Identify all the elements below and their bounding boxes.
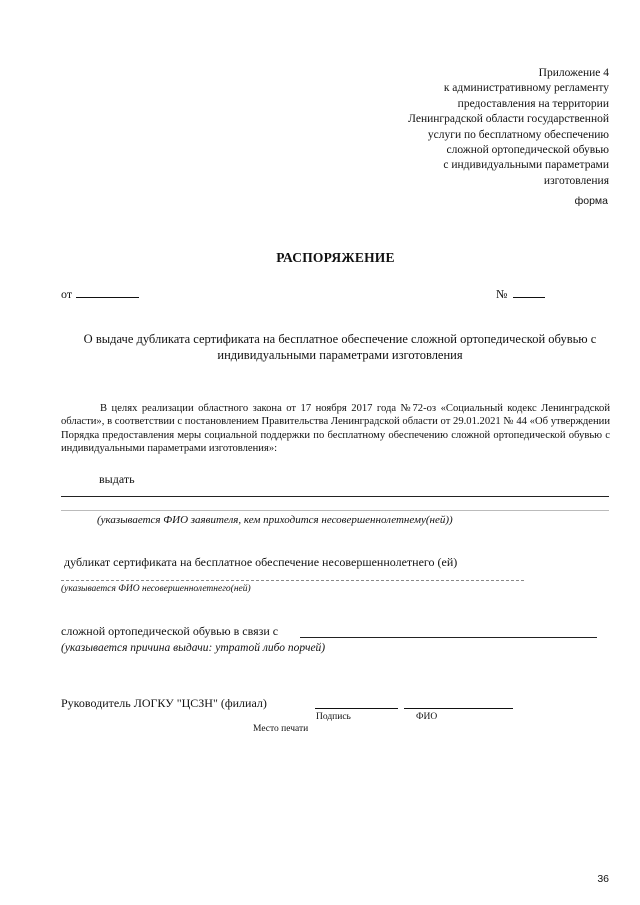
applicant-name-line-2 <box>61 510 609 511</box>
appendix-line: с индивидуальными параметрами <box>443 159 609 172</box>
appendix-line: услуги по бесплатному обеспечению <box>427 128 609 141</box>
signature-line[interactable] <box>315 708 398 709</box>
number-blank[interactable] <box>513 286 545 298</box>
seal-caption: Место печати <box>253 724 309 734</box>
subject-line-2: индивидуальными параметрами изготовления <box>217 348 463 362</box>
appendix-line: к административному регламенту <box>443 82 609 95</box>
date-label: от <box>61 287 73 301</box>
signature-caption: Подпись <box>316 712 351 722</box>
appendix-line: сложной ортопедической обувью <box>446 144 609 157</box>
form-label: форма <box>574 195 608 207</box>
applicant-hint: (указывается ФИО заявителя, кем приходится несовершеннолетнему(ней)) <box>97 514 453 526</box>
head-label: Руководитель ЛОГКУ "ЦСЗН" (филиал) <box>61 696 267 710</box>
full-name-caption: ФИО <box>416 712 438 722</box>
reason-hint: (указывается причина выдачи: утратой либо порчей) <box>61 642 326 654</box>
date-field <box>61 286 139 302</box>
minor-hint: (указывается ФИО несовершеннолетнего(ней) <box>61 584 251 594</box>
reason-line[interactable] <box>300 637 597 638</box>
appendix-line: Ленинградской области государственной <box>408 113 609 126</box>
page-number: 36 <box>597 873 609 885</box>
number-field <box>496 286 545 302</box>
reason-text: сложной ортопедической обувью в связи с <box>61 624 279 638</box>
number-label: № <box>496 287 508 301</box>
duplicate-text: дубликат сертификата на бесплатное обеспечение несовершеннолетнего (ей) <box>64 555 458 569</box>
appendix-line: Приложение 4 <box>538 67 609 79</box>
document-title: РАСПОРЯЖЕНИЕ <box>276 250 395 265</box>
appendix-line: изготовления <box>543 174 609 187</box>
issue-label: выдать <box>99 472 135 486</box>
applicant-name-line[interactable] <box>61 496 609 497</box>
subject-line-1: О выдаче дубликата сертификата на бесплатное обеспечение сложной ортопедической обувью с <box>83 332 597 346</box>
order-subject <box>40 331 640 363</box>
date-blank[interactable] <box>76 286 139 298</box>
minor-name-line[interactable] <box>61 580 524 581</box>
appendix-header <box>289 66 609 189</box>
appendix-line: предоставления на территории <box>457 97 609 110</box>
preamble-paragraph: В целях реализации областного закона от 17 ноября 2017 года №72-оз «Социальный кодекс Ленинградской области», в соответствии с постановлением Правительства Ленинградской области от 29.01.2021 № 44 «Об утверждении Порядка предоставления меры социальной поддержки по бесплатному обеспечению сложной ортопедической обувью с индивидуальными параметрами изготовления»: <box>61 403 610 455</box>
full-name-line[interactable] <box>404 708 513 709</box>
